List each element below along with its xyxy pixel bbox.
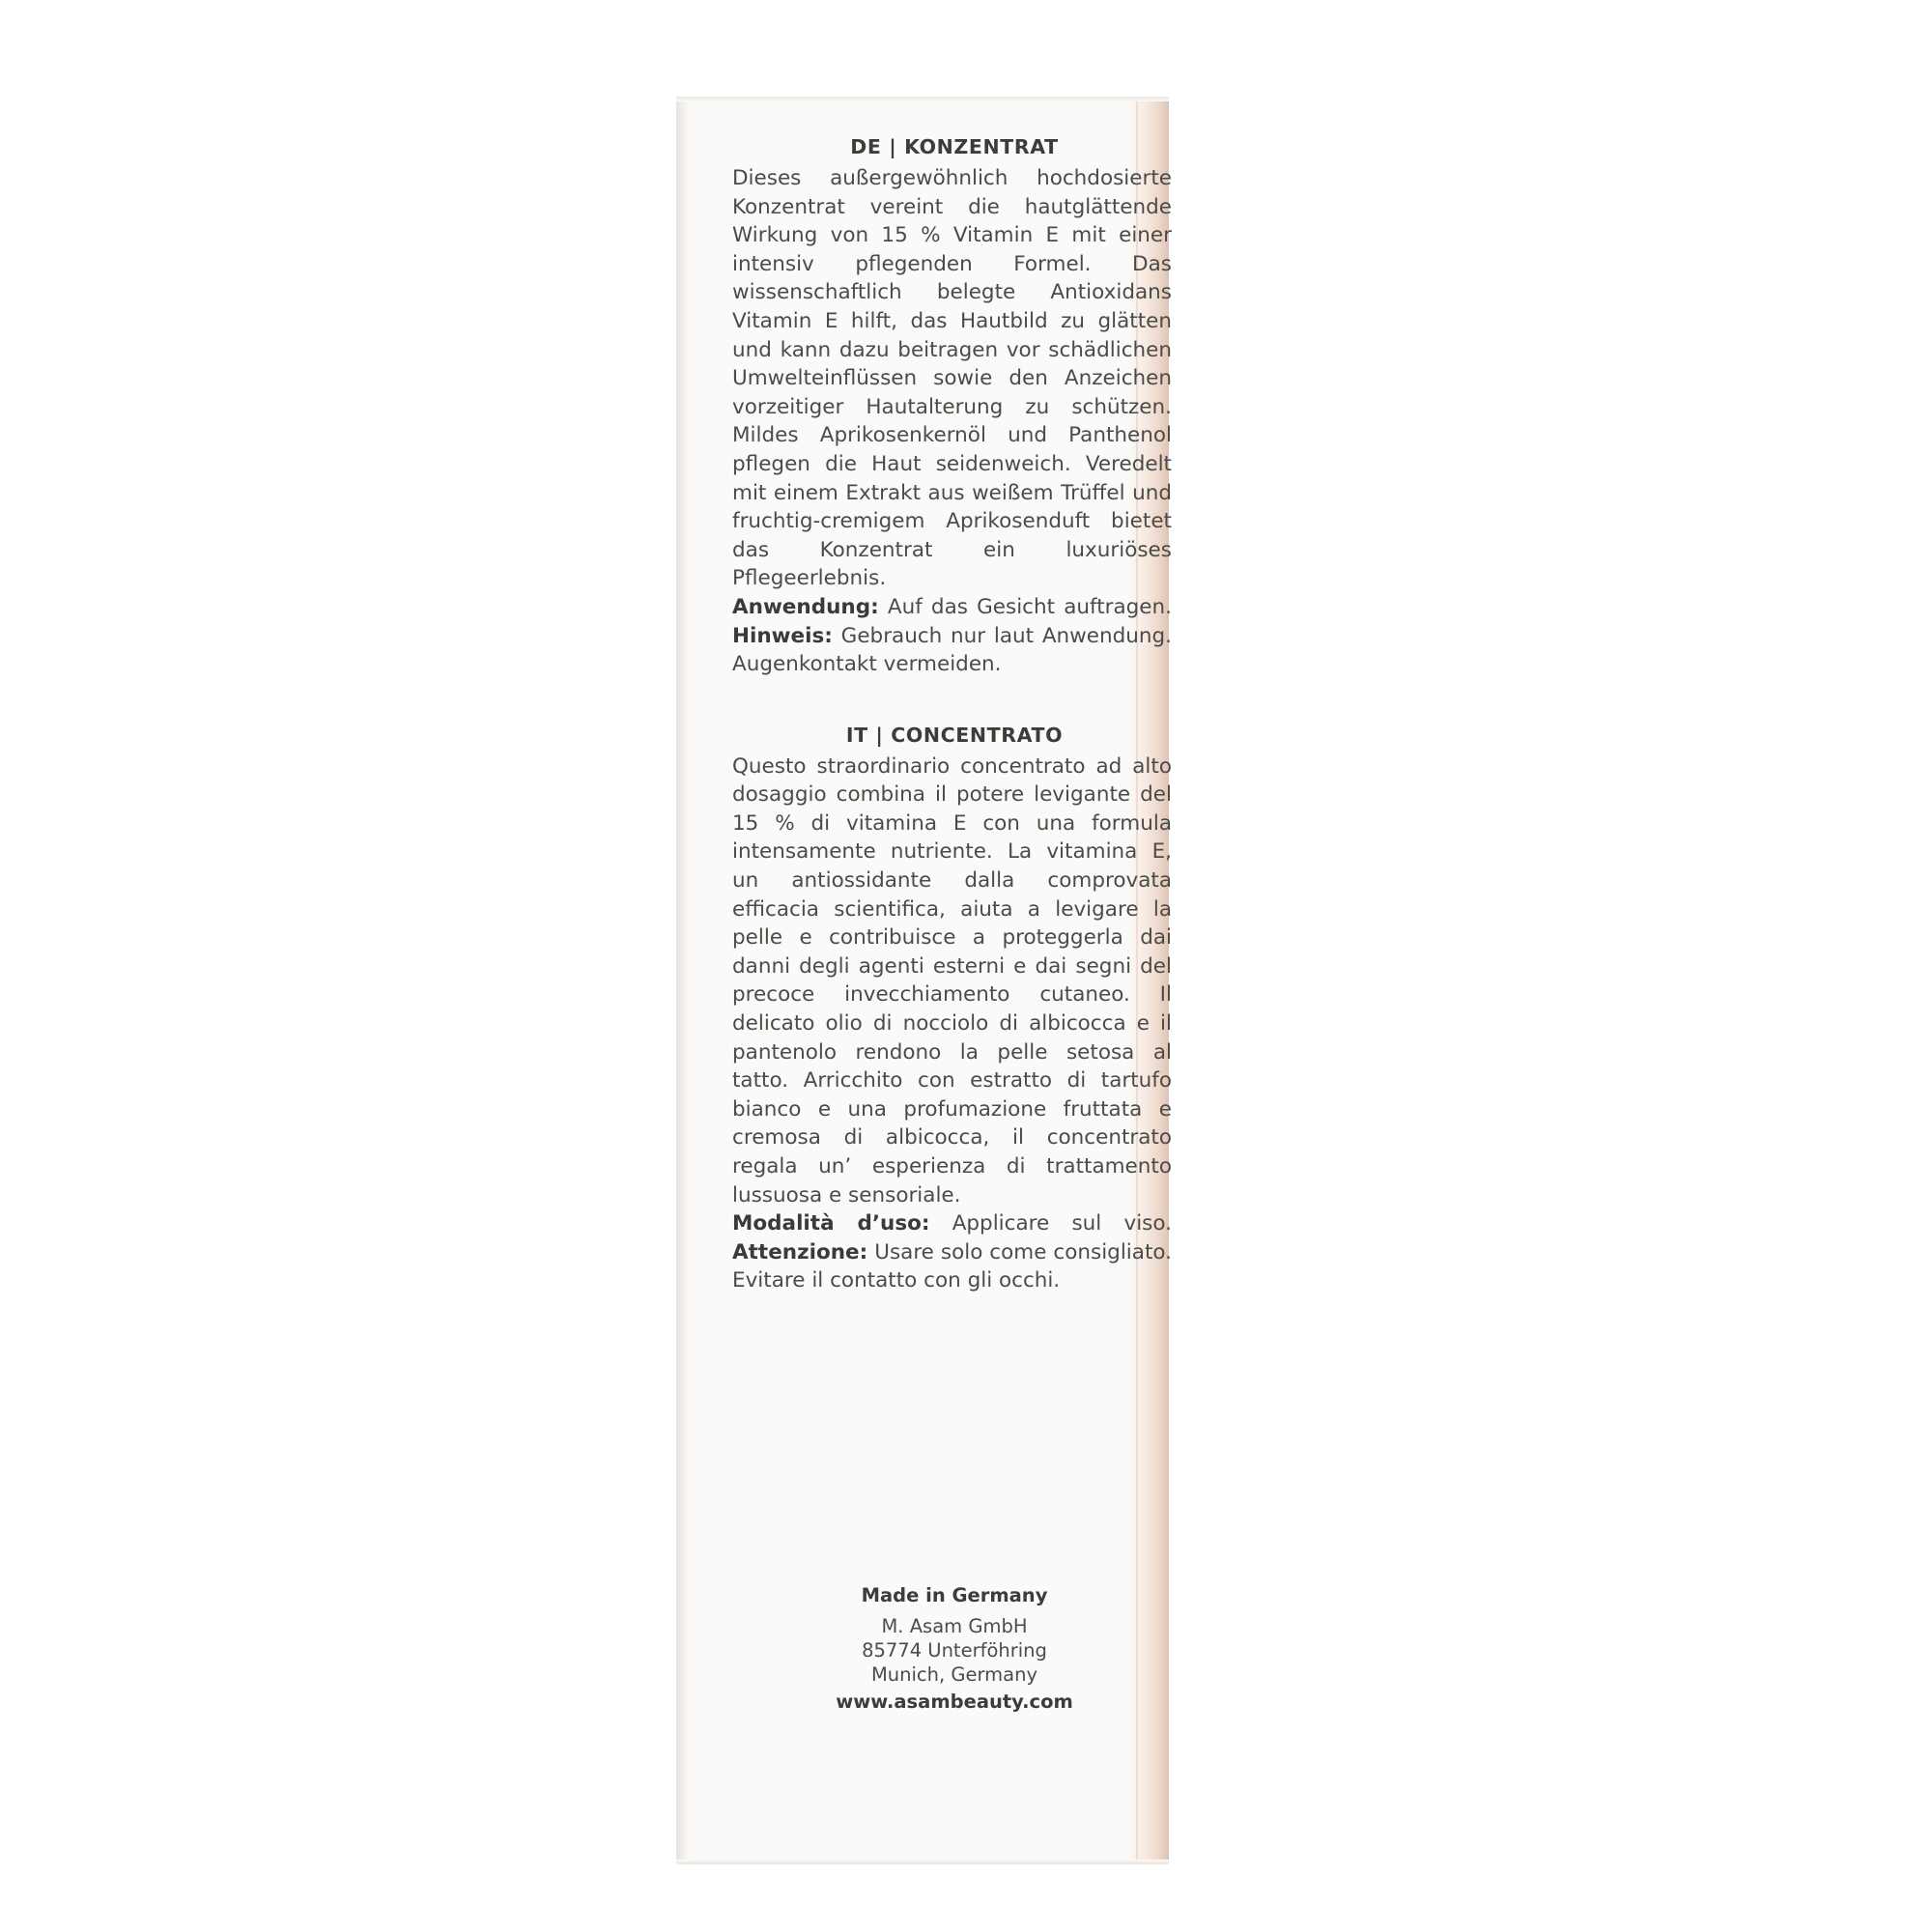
company-address-line1: 85774 Unterföhring (862, 1639, 1047, 1662)
company-address-line2: Munich, Germany (870, 1663, 1038, 1686)
section-it (732, 724, 1177, 1295)
section-de (732, 135, 1177, 679)
section-it-title: IT | CONCENTRATO (845, 723, 1064, 747)
section-it-warning-label: Attenzione: (732, 1239, 868, 1264)
section-de-usage-label: Anwendung: (732, 594, 879, 619)
carton-top-fold (676, 97, 1169, 101)
manufacturer-footer (732, 1584, 1177, 1713)
package-copy (732, 135, 1177, 1295)
section-de-usage-text: Auf das Gesicht auftragen. (887, 594, 1172, 619)
section-divider-space (732, 679, 1177, 724)
company-website: www.asambeauty.com (836, 1690, 1073, 1713)
section-it-usage-label: Modalità d’uso: (732, 1211, 930, 1236)
section-de-warning-text: Gebrauch nur laut Anwendung. Augenkontakt vermeiden. (732, 623, 1172, 677)
section-de-warning-label: Hinweis: (732, 623, 833, 648)
section-de-body: Dieses außergewöhnlich hochdosierte Konzentrat vereint die hautglättende Wirkung von 15 % Vitamin E mit einer intensiv pflegenden Formel. Das wissenschaftlich belegte Antioxidans Vitamin E hilft, das Hautbild zu glätten und kann dazu beitragen vor schädlichen Umwelteinflüssen sowie den Anzeichen vorzeitiger Hautalterung zu schützen. Mildes Aprikosenkernöl und Panthenol pflegen die Haut seidenweich. Veredelt mit einem Extrakt aus weißem Trüffel und fruchtig-cremigem Aprikosenduft bietet das Konzentrat ein luxuriöses Pflegeerlebnis. (732, 166, 1172, 591)
section-de-title: DE | KONZENTRAT (850, 135, 1059, 158)
company-name: M. Asam GmbH (881, 1615, 1028, 1637)
section-it-body: Questo straordinario concentrato ad alto dosaggio combina il potere levigante del 15 % di vitamina E con una formula intensamente nutriente. La vitamina E, un antiossidante dalla comprovata efficacia scientifica, aiuta a levigare la pelle e contribuisce a proteggerla dai danni degli agenti esterni e dai segni del precoce invecchiamento cutaneo. Il delicato olio di nocciolo di albicocca e il pantenolo rendono la pelle setosa al tatto. Arricchito con estratto di tartufo bianco e una profumazione fruttata e cremosa di albicocca, il concentrato regala un’ esperienza di trattamento lussuosa e sensoriale. (732, 753, 1172, 1208)
section-it-usage (732, 1209, 1172, 1295)
section-de-usage (732, 593, 1172, 679)
made-in-label: Made in Germany (861, 1584, 1048, 1606)
carton-bottom-fold (676, 1860, 1169, 1864)
section-it-usage-text: Applicare sul viso. (952, 1211, 1172, 1236)
section-it-warning-text: Usare solo come consigliato. Evitare il contatto con gli occhi. (732, 1239, 1172, 1293)
carton-left-edge (676, 97, 690, 1864)
